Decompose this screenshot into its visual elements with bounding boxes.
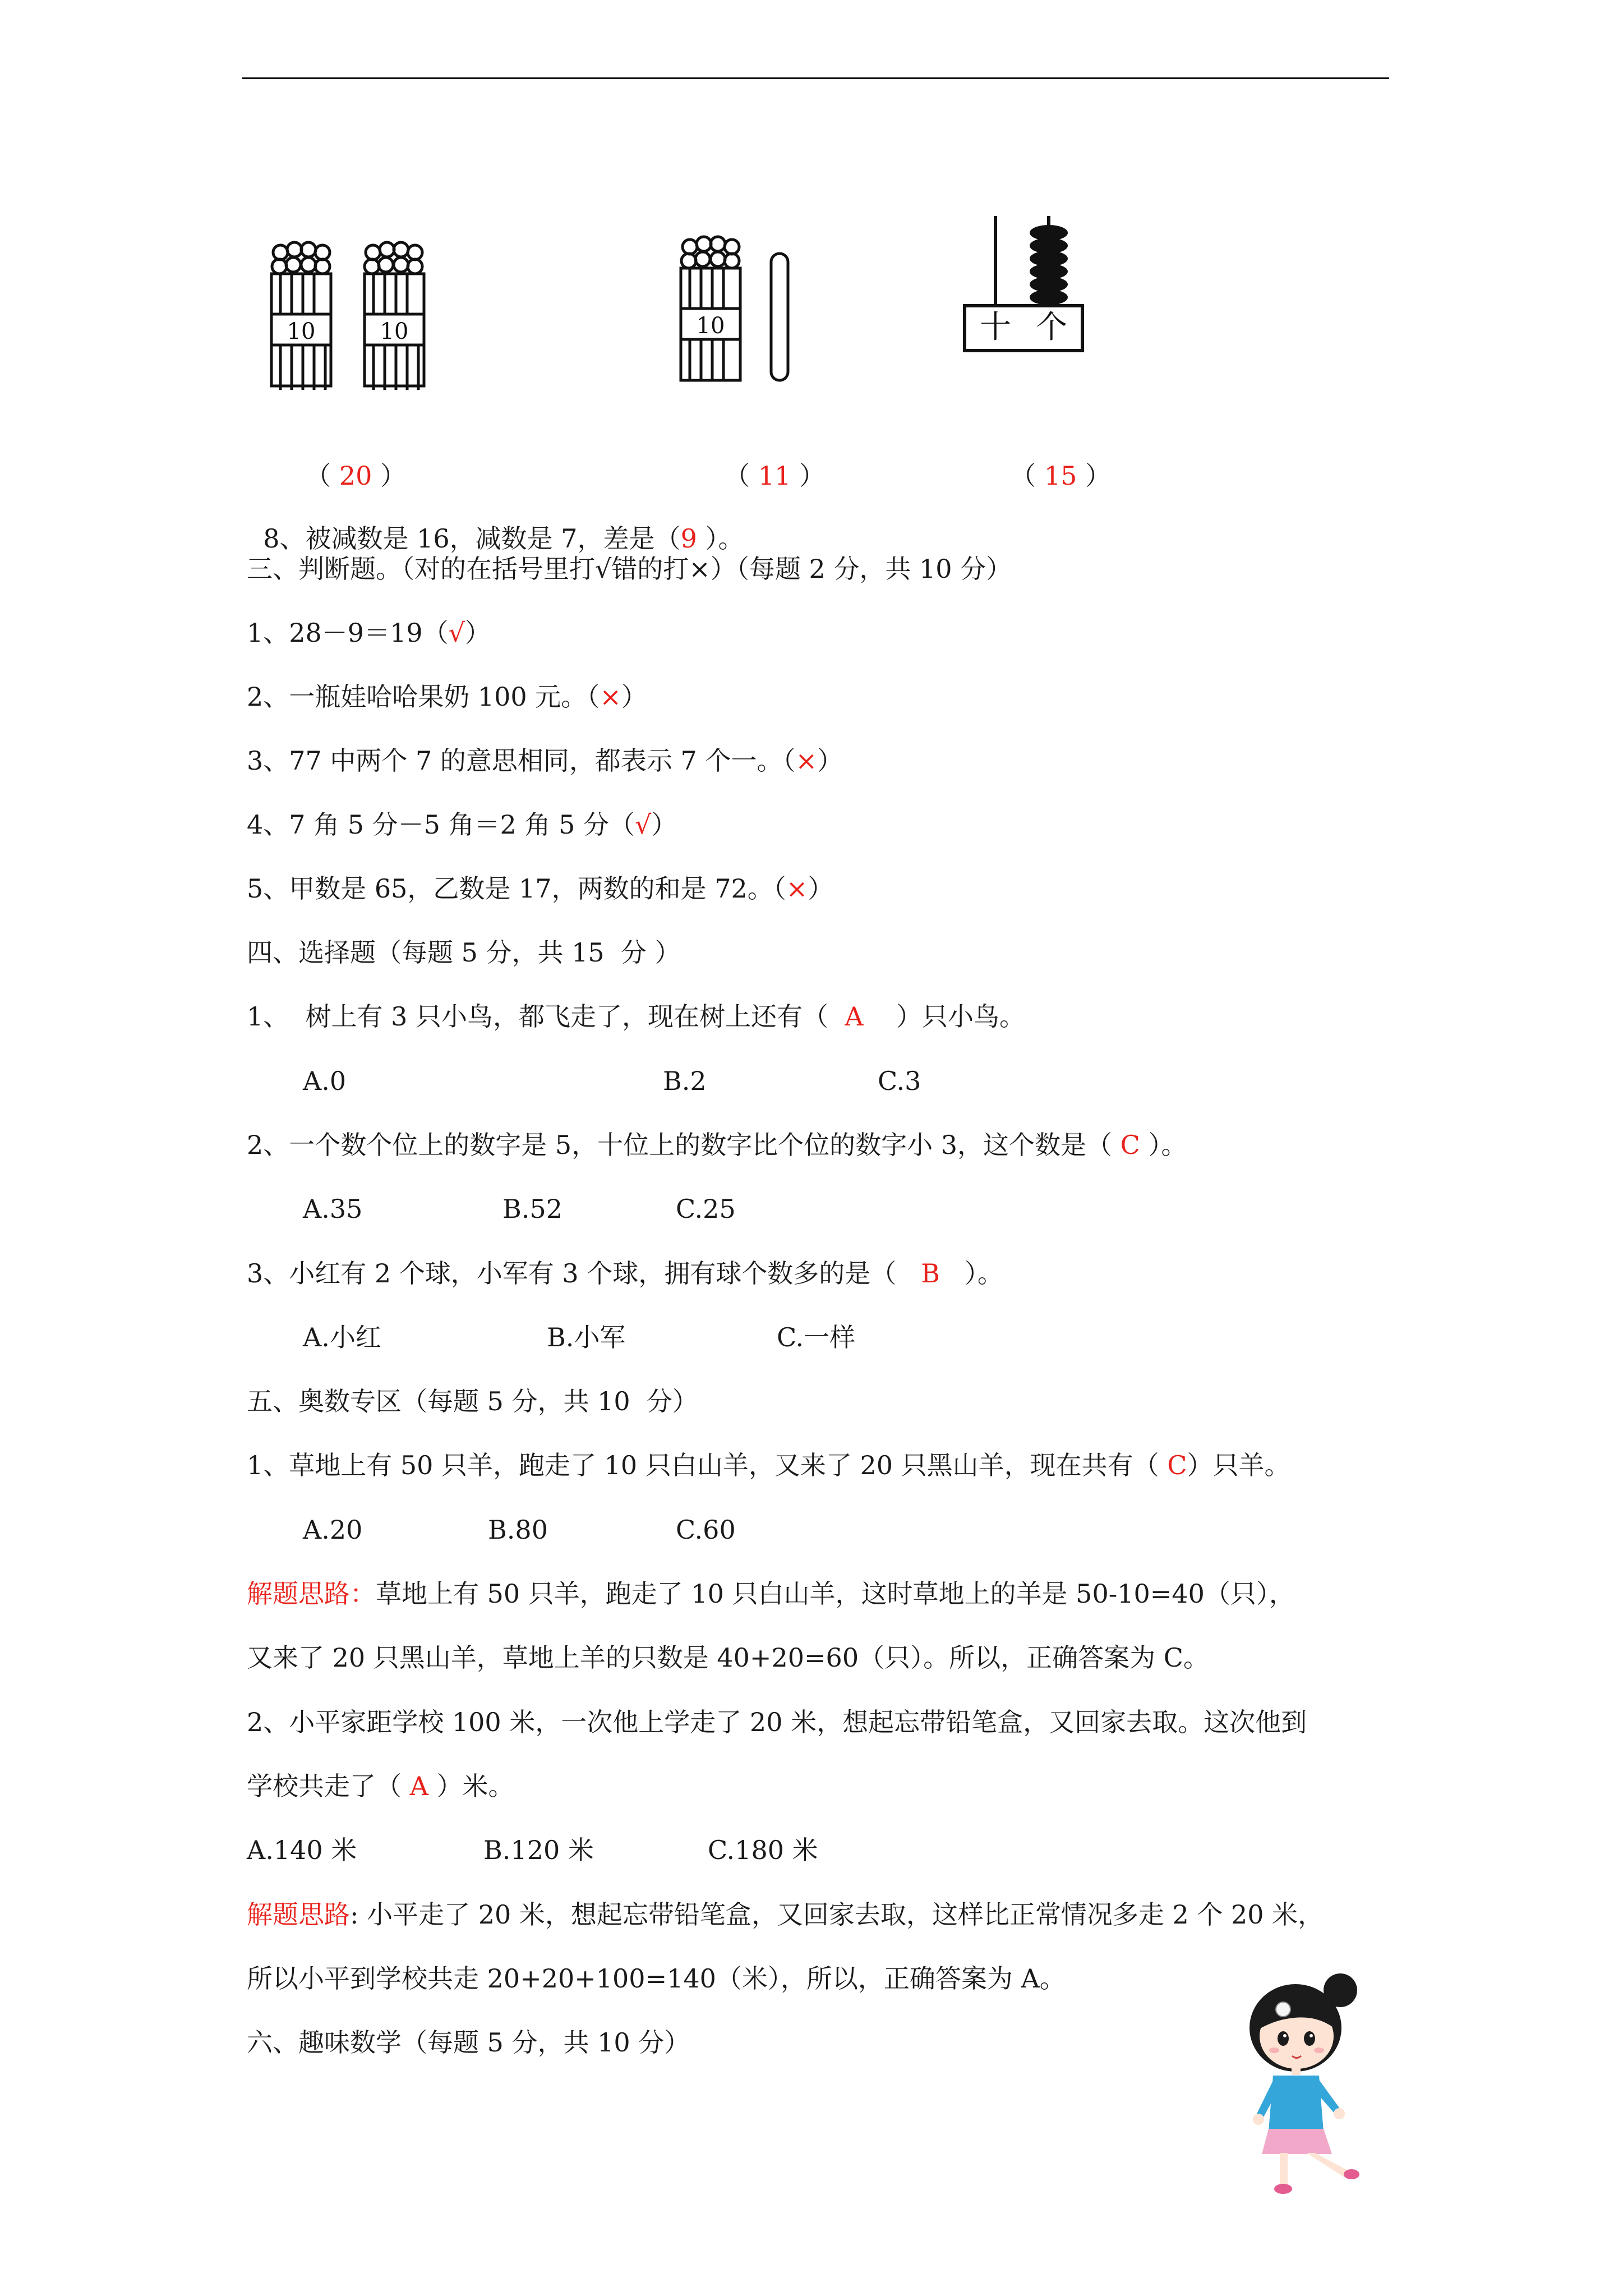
section-6-title: 六、趣味数学（每题 5 分，共 10 分）	[247, 2027, 690, 2058]
choice-question-2: 2、一个数个位上的数字是 5，十位上的数字比个位的数字小 3，这个数是（ C ）。	[247, 1130, 1187, 1160]
option-b: B.2	[663, 1066, 707, 1096]
solution-label: 解题思路：	[247, 1579, 376, 1609]
question-8: 8、被减数是 16，减数是 7，差是（9 ）。	[263, 523, 744, 554]
option-a: A.小红	[303, 1322, 381, 1352]
section-4-title: 四、选择题（每题 5 分，共 15 分 ）	[247, 937, 681, 968]
cartoon-girl-illustration	[1234, 1969, 1380, 2205]
option-c: C.3	[878, 1066, 921, 1096]
option-c: C.180 米	[708, 1835, 818, 1865]
answer-abacus-15: （ 15 ）	[1010, 461, 1112, 491]
bundle-label: 10	[380, 319, 409, 344]
option-a: A.35	[303, 1194, 363, 1224]
olympiad-question-2-line-2: 学校共走了（ A ）米。	[247, 1771, 514, 1801]
option-a: A.20	[303, 1515, 363, 1545]
solution-2-line-2: 所以小平到学校共走 20+20+100=140（米），所以，正确答案为 A。	[247, 1963, 1066, 1994]
judge-item-5: 5、甲数是 65，乙数是 17，两数的和是 72。（×）	[247, 873, 834, 904]
judge-item-2: 2、一瓶娃哈哈果奶 100 元。（×）	[247, 682, 647, 712]
option-a: A.0	[303, 1066, 347, 1096]
bundle-label: 10	[287, 319, 316, 344]
option-c: C.60	[676, 1515, 736, 1545]
solution-1-line-1: 解题思路：草地上有 50 只羊，跑走了 10 只白山羊，这时草地上的羊是 50-10=40（只），	[247, 1579, 1295, 1609]
answer-value: 11	[758, 461, 791, 491]
section-3-title: 三、判断题。（对的在括号里打√错的打×）（每题 2 分，共 10 分）	[247, 554, 1012, 584]
option-b: B.小军	[547, 1322, 626, 1352]
option-b: B.120 米	[483, 1835, 594, 1865]
choice-question-3: 3、小红有 2 个球，小军有 3 个球，拥有球个数多的是（ B ）。	[247, 1258, 1003, 1289]
option-b: B.52	[502, 1194, 562, 1224]
bundle-label: 10	[696, 313, 725, 339]
judge-item-1: 1、28－9＝19（√）	[247, 618, 491, 648]
answer-value: 20	[339, 461, 372, 491]
option-b: B.80	[488, 1515, 548, 1545]
option-c: C.25	[676, 1194, 736, 1224]
abacus-tens-label: 十	[980, 309, 1011, 346]
answer-value: 15	[1044, 461, 1077, 491]
choice-question-1: 1、 树上有 3 只小鸟，都飞走了，现在树上还有（ A ）只小鸟。	[247, 1001, 1025, 1032]
answer-bundle-stick-11: （ 11 ）	[724, 461, 826, 491]
abacus-ones-label: 个	[1036, 309, 1067, 346]
olympiad-question-1: 1、草地上有 50 只羊，跑走了 10 只白山羊，又来了 20 只黑山羊，现在共有（ C）只羊。	[247, 1450, 1290, 1480]
judge-item-3: 3、77 中两个 7 的意思相同，都表示 7 个一。（×）	[247, 746, 843, 776]
solution-2-line-1: 解题思路: 小平走了 20 米，想起忘带铅笔盒，又回家去取，这样比正常情况多走 2 个 20 米，	[247, 1899, 1324, 1930]
option-c: C.一样	[777, 1322, 856, 1352]
olympiad-question-2-line-1: 2、小平家距学校 100 米，一次他上学走了 20 米，想起忘带铅笔盒，又回家去取。这次他到	[247, 1707, 1307, 1737]
bundle-plus-stick-figure	[673, 230, 808, 393]
judge-item-4: 4、7 角 5 分－5 角＝2 角 5 分（√）	[247, 809, 677, 840]
abacus-figure	[959, 213, 1088, 359]
answer-value: 9	[680, 523, 697, 554]
header-rule	[242, 77, 1389, 79]
solution-label: 解题思路	[247, 1899, 350, 1930]
bundles-20-figure	[264, 236, 437, 398]
option-a: A.140 米	[247, 1835, 357, 1865]
section-5-title: 五、奥数专区（每题 5 分，共 10 分）	[247, 1386, 698, 1416]
answer-bundles-20: （ 20 ）	[305, 461, 407, 491]
solution-1-line-2: 又来了 20 只黑山羊，草地上羊的只数是 40+20=60（只）。所以，正确答案为 C。	[247, 1642, 1209, 1673]
